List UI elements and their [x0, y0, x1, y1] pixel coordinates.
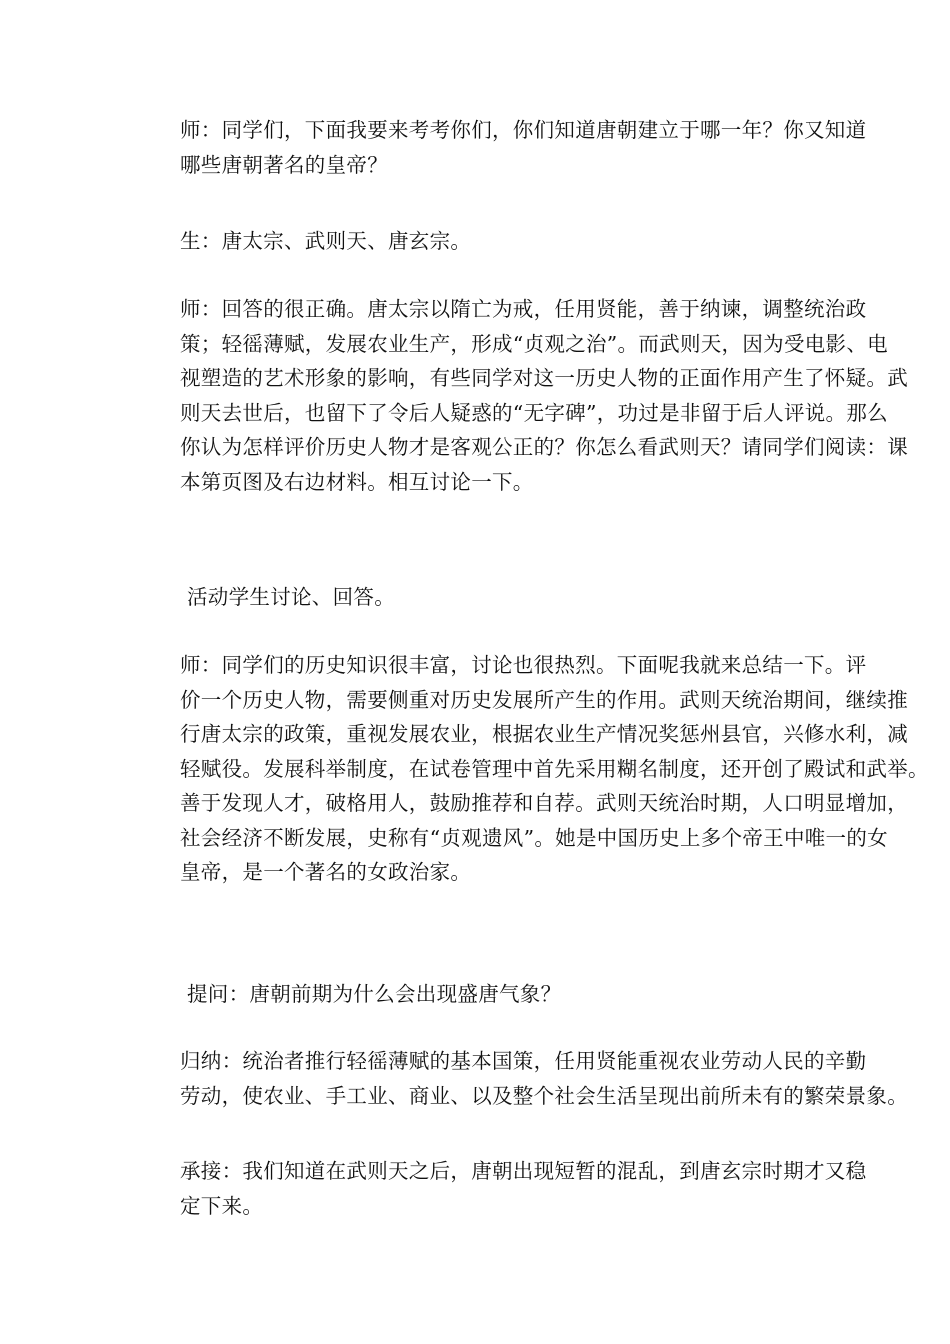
paragraph-student-answer	[139, 224, 819, 259]
paragraph-question	[139, 977, 819, 1012]
text-line: 哪些唐朝著名的皇帝？	[180, 152, 388, 177]
text-line: 善于发现人才，破格用人，鼓励推荐和自荐。武则天统治时期，人口明显增加，	[180, 791, 908, 815]
text-line: 你认为怎样评价历史人物才是客观公正的？你怎么看武则天？请同学们阅读：课	[180, 435, 908, 459]
text-line: 社会经济不断发展，史称有“贞观遗风”。她是中国历史上多个帝王中唯一的女	[180, 825, 888, 850]
text-line: 策；轻徭薄赋，发展农业生产，形成“贞观之治”。而武则天，因为受电影、电	[180, 331, 888, 356]
text-line: 承接：我们知道在武则天之后，唐朝出现短暂的混乱，到唐玄宗时期才又稳	[180, 1159, 867, 1183]
text-line: 皇帝，是一个著名的女政治家。	[180, 860, 472, 884]
text-line: 价一个历史人物，需要侧重对历史发展所产生的作用。武则天统治期间，继续推	[180, 687, 908, 712]
text-line: 归纳：统治者推行轻徭薄赋的基本国策，任用贤能重视农业劳动人民的辛勤	[180, 1049, 867, 1073]
paragraph-teacher-summary	[139, 648, 929, 890]
paragraph-activity	[139, 580, 819, 615]
text-line: 活动学生讨论、回答。	[187, 585, 395, 609]
text-line: 师：同学们，下面我要来考考你们，你们知道唐朝建立于哪一年？你又知道	[180, 118, 867, 142]
paragraph-teacher-question	[139, 113, 867, 182]
text-line: 则天去世后，也留下了令后人疑惑的“无字碑”，功过是非留于后人评说。那么	[180, 400, 888, 425]
paragraph-teacher-response	[139, 292, 908, 499]
text-line: 行唐太宗的政策，重视发展农业，根据农业生产情况奖惩州县官，兴修水利，减	[180, 722, 908, 746]
text-line: 师：回答的很正确。唐太宗以隋亡为戒，任用贤能，善于纳谏，调整统治政	[180, 297, 867, 321]
text-line: 提问：唐朝前期为什么会出现盛唐气象？	[187, 982, 562, 1006]
text-line: 视塑造的艺术形象的影响，有些同学对这一历史人物的正面作用产生了怀疑。武	[180, 366, 908, 390]
text-line: 劳动，使农业、手工业、商业、以及整个社会生活呈现出前所未有的繁荣景象。	[180, 1083, 908, 1108]
text-line: 本第页图及右边材料。相互讨论一下。	[180, 469, 534, 494]
text-line: 定下来。	[180, 1193, 264, 1218]
paragraph-conclusion	[139, 1044, 908, 1113]
text-line: 轻赋役。发展科举制度，在试卷管理中首先采用糊名制度，还开创了殿试和武举。	[180, 756, 929, 781]
text-line: 生：唐太宗、武则天、唐玄宗。	[180, 229, 472, 253]
paragraph-transition	[139, 1154, 867, 1223]
text-line: 师：同学们的历史知识很丰富，讨论也很热烈。下面呢我就来总结一下。评	[180, 653, 867, 677]
